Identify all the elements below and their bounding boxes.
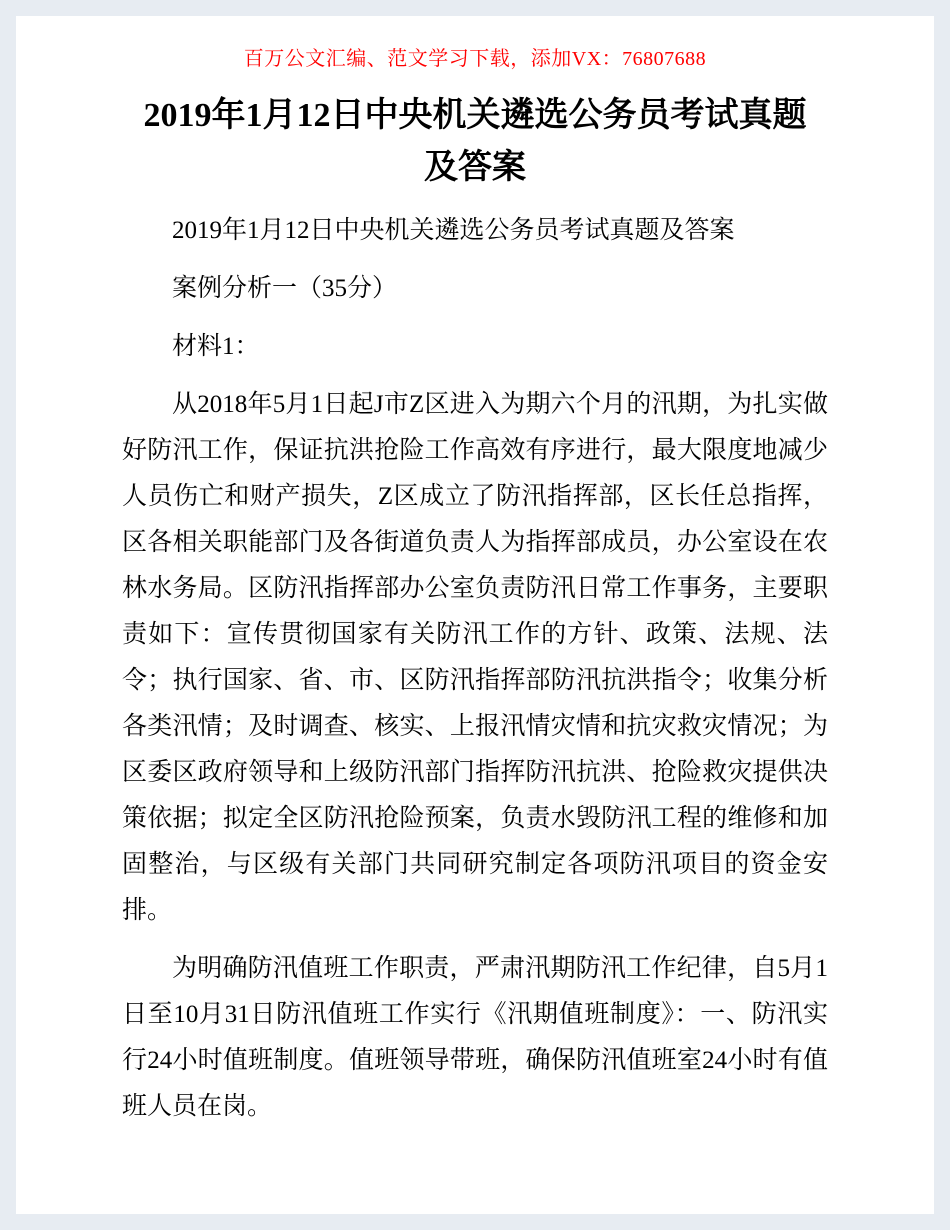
document-page — [16, 16, 934, 1214]
paragraph: 案例分析一（35分） — [172, 275, 398, 302]
paragraph: 从2018年5月1日起J市Z区进入为期六个月的汛期，为扎实做好防汛工作，保证抗洪抢险工作高效有序进行，最大限度地减少人员伤亡和财产损失，Z区成立了防汛指挥部，区长任总指挥，区各相关职能部门及各街道负责人为指挥部成员，办公室设在农林水务局。区防汛指挥部办公室负责防汛日常工作事务，主要职责如下：宣传贯彻国家有关防汛工作的方针、政策、法规、法令；执行国家、省、市、区防汛指挥部防汛抗洪指令；收集分析各类汛情；及时调查、核实、上报汛情灾情和抗灾救灾情况；为区委区政府领导和上级防汛部门指挥防汛抗洪、抢险救灾提供决策依据；拟定全区防汛抢险预案，负责水毁防汛工程的维修和加固整治，与区级有关部门共同研究制定各项防汛项目的资金安排。 — [122, 391, 828, 924]
paragraph: 为明确防汛值班工作职责，严肃汛期防汛工作纪律，自5月1日至10月31日防汛值班工作实行《汛期值班制度》：一、防汛实行24小时值班制度。值班领导带班，确保防汛值班室24小时有值班人员在岗。 — [122, 955, 828, 1120]
document-title: 2019年1月12日中央机关遴选公务员考试真题及答案 — [143, 97, 807, 186]
header-notice: 百万公文汇编、范文学习下载，添加VX：76807688 — [243, 48, 707, 70]
paragraph: 材料1： — [172, 333, 260, 360]
paragraph: 2019年1月12日中央机关遴选公务员考试真题及答案 — [172, 217, 735, 244]
document-body — [122, 208, 828, 1130]
